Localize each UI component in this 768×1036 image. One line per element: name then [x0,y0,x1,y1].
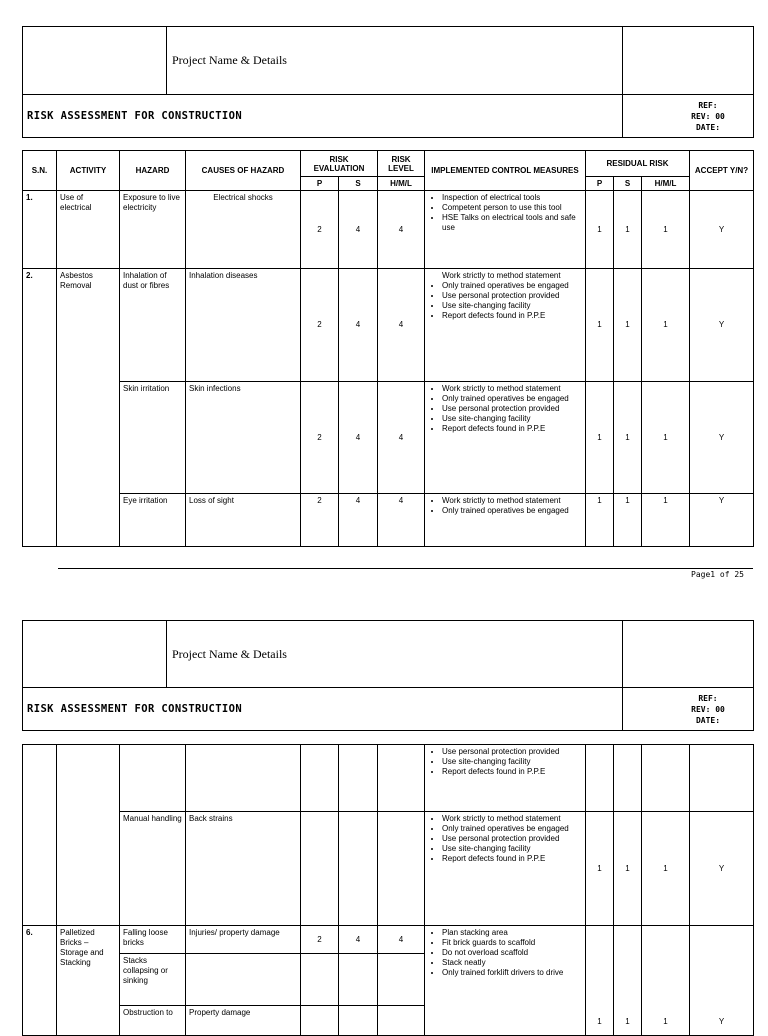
row-causes: Property damage [186,1006,301,1036]
logo-cell [23,621,167,688]
row-residual-s: 1 [614,382,642,494]
control-item: • Use personal protection provided [442,291,582,301]
row-s: 4 [339,382,378,494]
row-residual-p [586,745,614,812]
date-label: DATE: [695,715,721,725]
row-hazard: Skin irritation [120,382,186,494]
page-number: Page1 of 25 [691,570,744,579]
ref-label: REF: [698,100,718,110]
row-hazard [120,745,186,812]
row-causes: Electrical shocks [186,191,301,269]
row-accept: Y [690,494,754,547]
row-residual-p: 1 [586,812,614,926]
row-residual-s: 1 [614,269,642,382]
row-s: 4 [339,494,378,547]
row-residual-s [614,745,642,812]
control-item: • Competent person to use this tool [442,203,582,213]
row-causes [186,745,301,812]
control-item: • Only trained operatives be engaged [442,824,582,834]
control-item: Work strictly to method statement [442,271,561,280]
rev-label: REV: 00 [691,111,725,121]
row-controls [425,269,586,382]
table-row [23,382,754,494]
control-item: • Fit brick guards to scaffold [442,938,582,948]
row-residual-s: 1 [614,191,642,269]
row-residual-hml: 1 [642,191,690,269]
page1-header [22,26,754,138]
col-controls: IMPLEMENTED CONTROL MEASURES [425,151,586,191]
control-item: • Report defects found in P.P.E [442,767,582,777]
row-p: 2 [301,191,339,269]
row-p: 2 [301,494,339,547]
control-item: • Only trained operatives be engaged [442,506,582,516]
row-causes: Inhalation diseases [186,269,301,382]
table-row [23,269,754,382]
control-item: • Only trained forklift drivers to drive [442,968,582,978]
row-controls [425,382,586,494]
col-residual-hml: H/M/L [642,177,690,191]
row-s [339,745,378,812]
row-residual-hml: 1 [642,382,690,494]
row-s: 4 [339,269,378,382]
row-level: 4 [378,382,425,494]
control-item: • Plan stacking area [442,928,582,938]
blank-cell [623,621,754,688]
control-item: • Use site-changing facility [442,301,582,311]
row-accept: Y [690,812,754,926]
row-hazard: Manual handling [120,812,186,926]
rev-label: REV: 00 [691,704,725,714]
row-accept: Y [690,926,754,1036]
control-item: • Work strictly to method statement [442,496,582,506]
row-accept: Y [690,382,754,494]
control-item: • Work strictly to method statement [442,814,582,824]
project-name: Project Name & Details [167,27,623,95]
row-accept: Y [690,269,754,382]
row-residual-s: 1 [614,812,642,926]
row-hazard: Obstruction to [120,1006,186,1036]
table-row [23,812,754,926]
row-level [378,745,425,812]
row-sn: 1. [23,191,57,269]
row-accept [690,745,754,812]
col-residual-p: P [586,177,614,191]
row-p: 2 [301,926,339,954]
row-level [378,1006,425,1036]
control-item: • Only trained operatives be engaged [442,281,582,291]
control-item: • Use personal protection provided [442,404,582,414]
row-activity: Palletized Bricks – Storage and Stacking [57,926,120,1036]
row-p [301,1006,339,1036]
row-residual-hml: 1 [642,926,690,1036]
row-p: 2 [301,269,339,382]
document-title: RISK ASSESSMENT FOR CONSTRUCTION [23,688,623,731]
ref-box [623,95,754,138]
row-hazard: Inhalation of dust or fibres [120,269,186,382]
row-residual-p: 1 [586,382,614,494]
page2-header [22,620,754,731]
row-residual-p: 1 [586,494,614,547]
row-s [339,1006,378,1036]
control-item: • Report defects found in P.P.E [442,424,582,434]
row-residual-s: 1 [614,926,642,1036]
control-item: • Only trained operatives be engaged [442,394,582,404]
table-row [23,494,754,547]
blank-cell [623,27,754,95]
col-causes: CAUSES OF HAZARD [186,151,301,191]
col-s: S [339,177,378,191]
document-title: RISK ASSESSMENT FOR CONSTRUCTION [23,95,623,138]
row-hazard: Stacks collapsing or sinking [120,954,186,1006]
page1-risk-table [22,150,754,547]
col-activity: ACTIVITY [57,151,120,191]
date-label: DATE: [695,122,721,132]
table-row [23,926,754,954]
row-sn [23,745,57,926]
row-sn: 2. [23,269,57,547]
row-residual-hml [642,745,690,812]
control-item: • Use personal protection provided [442,834,582,844]
control-item: • Use site-changing facility [442,414,582,424]
project-name: Project Name & Details [167,621,623,688]
row-controls [425,745,586,812]
row-hazard: Exposure to live electricity [120,191,186,269]
col-risk-level: RISK LEVEL [378,151,425,177]
col-p: P [301,177,339,191]
row-p [301,954,339,1006]
row-hazard: Falling loose bricks [120,926,186,954]
col-residual-risk: RESIDUAL RISK [586,151,690,177]
row-level: 4 [378,269,425,382]
control-item: • Inspection of electrical tools [442,193,582,203]
row-s [339,954,378,1006]
row-causes [186,954,301,1006]
control-item: • Use site-changing facility [442,844,582,854]
ref-label: REF: [698,693,718,703]
control-item: • Stack neatly [442,958,582,968]
row-p: 2 [301,382,339,494]
row-sn: 6. [23,926,57,1036]
control-item: • Do not overload scaffold [442,948,582,958]
row-level [378,954,425,1006]
control-item: • HSE Talks on electrical tools and safe use [442,213,582,233]
row-hazard: Eye irritation [120,494,186,547]
row-residual-p: 1 [586,269,614,382]
logo-cell [23,27,167,95]
table-row [23,745,754,812]
row-controls [425,926,586,1036]
row-activity: Asbestos Removal [57,269,120,547]
row-activity [57,745,120,926]
row-residual-hml: 1 [642,494,690,547]
row-s [339,812,378,926]
row-controls [425,191,586,269]
col-hml: H/M/L [378,177,425,191]
row-residual-p: 1 [586,926,614,1036]
row-controls [425,494,586,547]
control-item: • Work strictly to method statement [442,384,582,394]
row-residual-s: 1 [614,494,642,547]
row-level: 4 [378,926,425,954]
row-residual-hml: 1 [642,269,690,382]
footer-rule [58,568,753,569]
row-level: 4 [378,191,425,269]
row-s: 4 [339,191,378,269]
control-item: • Use site-changing facility [442,757,582,767]
col-sn: S.N. [23,151,57,191]
col-residual-s: S [614,177,642,191]
row-causes: Loss of sight [186,494,301,547]
page2-risk-table [22,744,754,1036]
row-accept: Y [690,191,754,269]
col-risk-evaluation: RISK EVALUATION [301,151,378,177]
col-hazard: HAZARD [120,151,186,191]
row-causes: Back strains [186,812,301,926]
control-item: • Report defects found in P.P.E [442,311,582,321]
col-accept: ACCEPT Y/N? [690,151,754,191]
row-p [301,745,339,812]
control-item: • Report defects found in P.P.E [442,854,582,864]
control-item: • Use personal protection provided [442,747,582,757]
row-causes: Skin infections [186,382,301,494]
row-p [301,812,339,926]
row-level [378,812,425,926]
table-row [23,191,754,269]
row-controls [425,812,586,926]
row-activity: Use of electrical [57,191,120,269]
ref-box [623,688,754,731]
row-s: 4 [339,926,378,954]
row-residual-hml: 1 [642,812,690,926]
row-level: 4 [378,494,425,547]
row-causes: Injuries/ property damage [186,926,301,954]
row-residual-p: 1 [586,191,614,269]
